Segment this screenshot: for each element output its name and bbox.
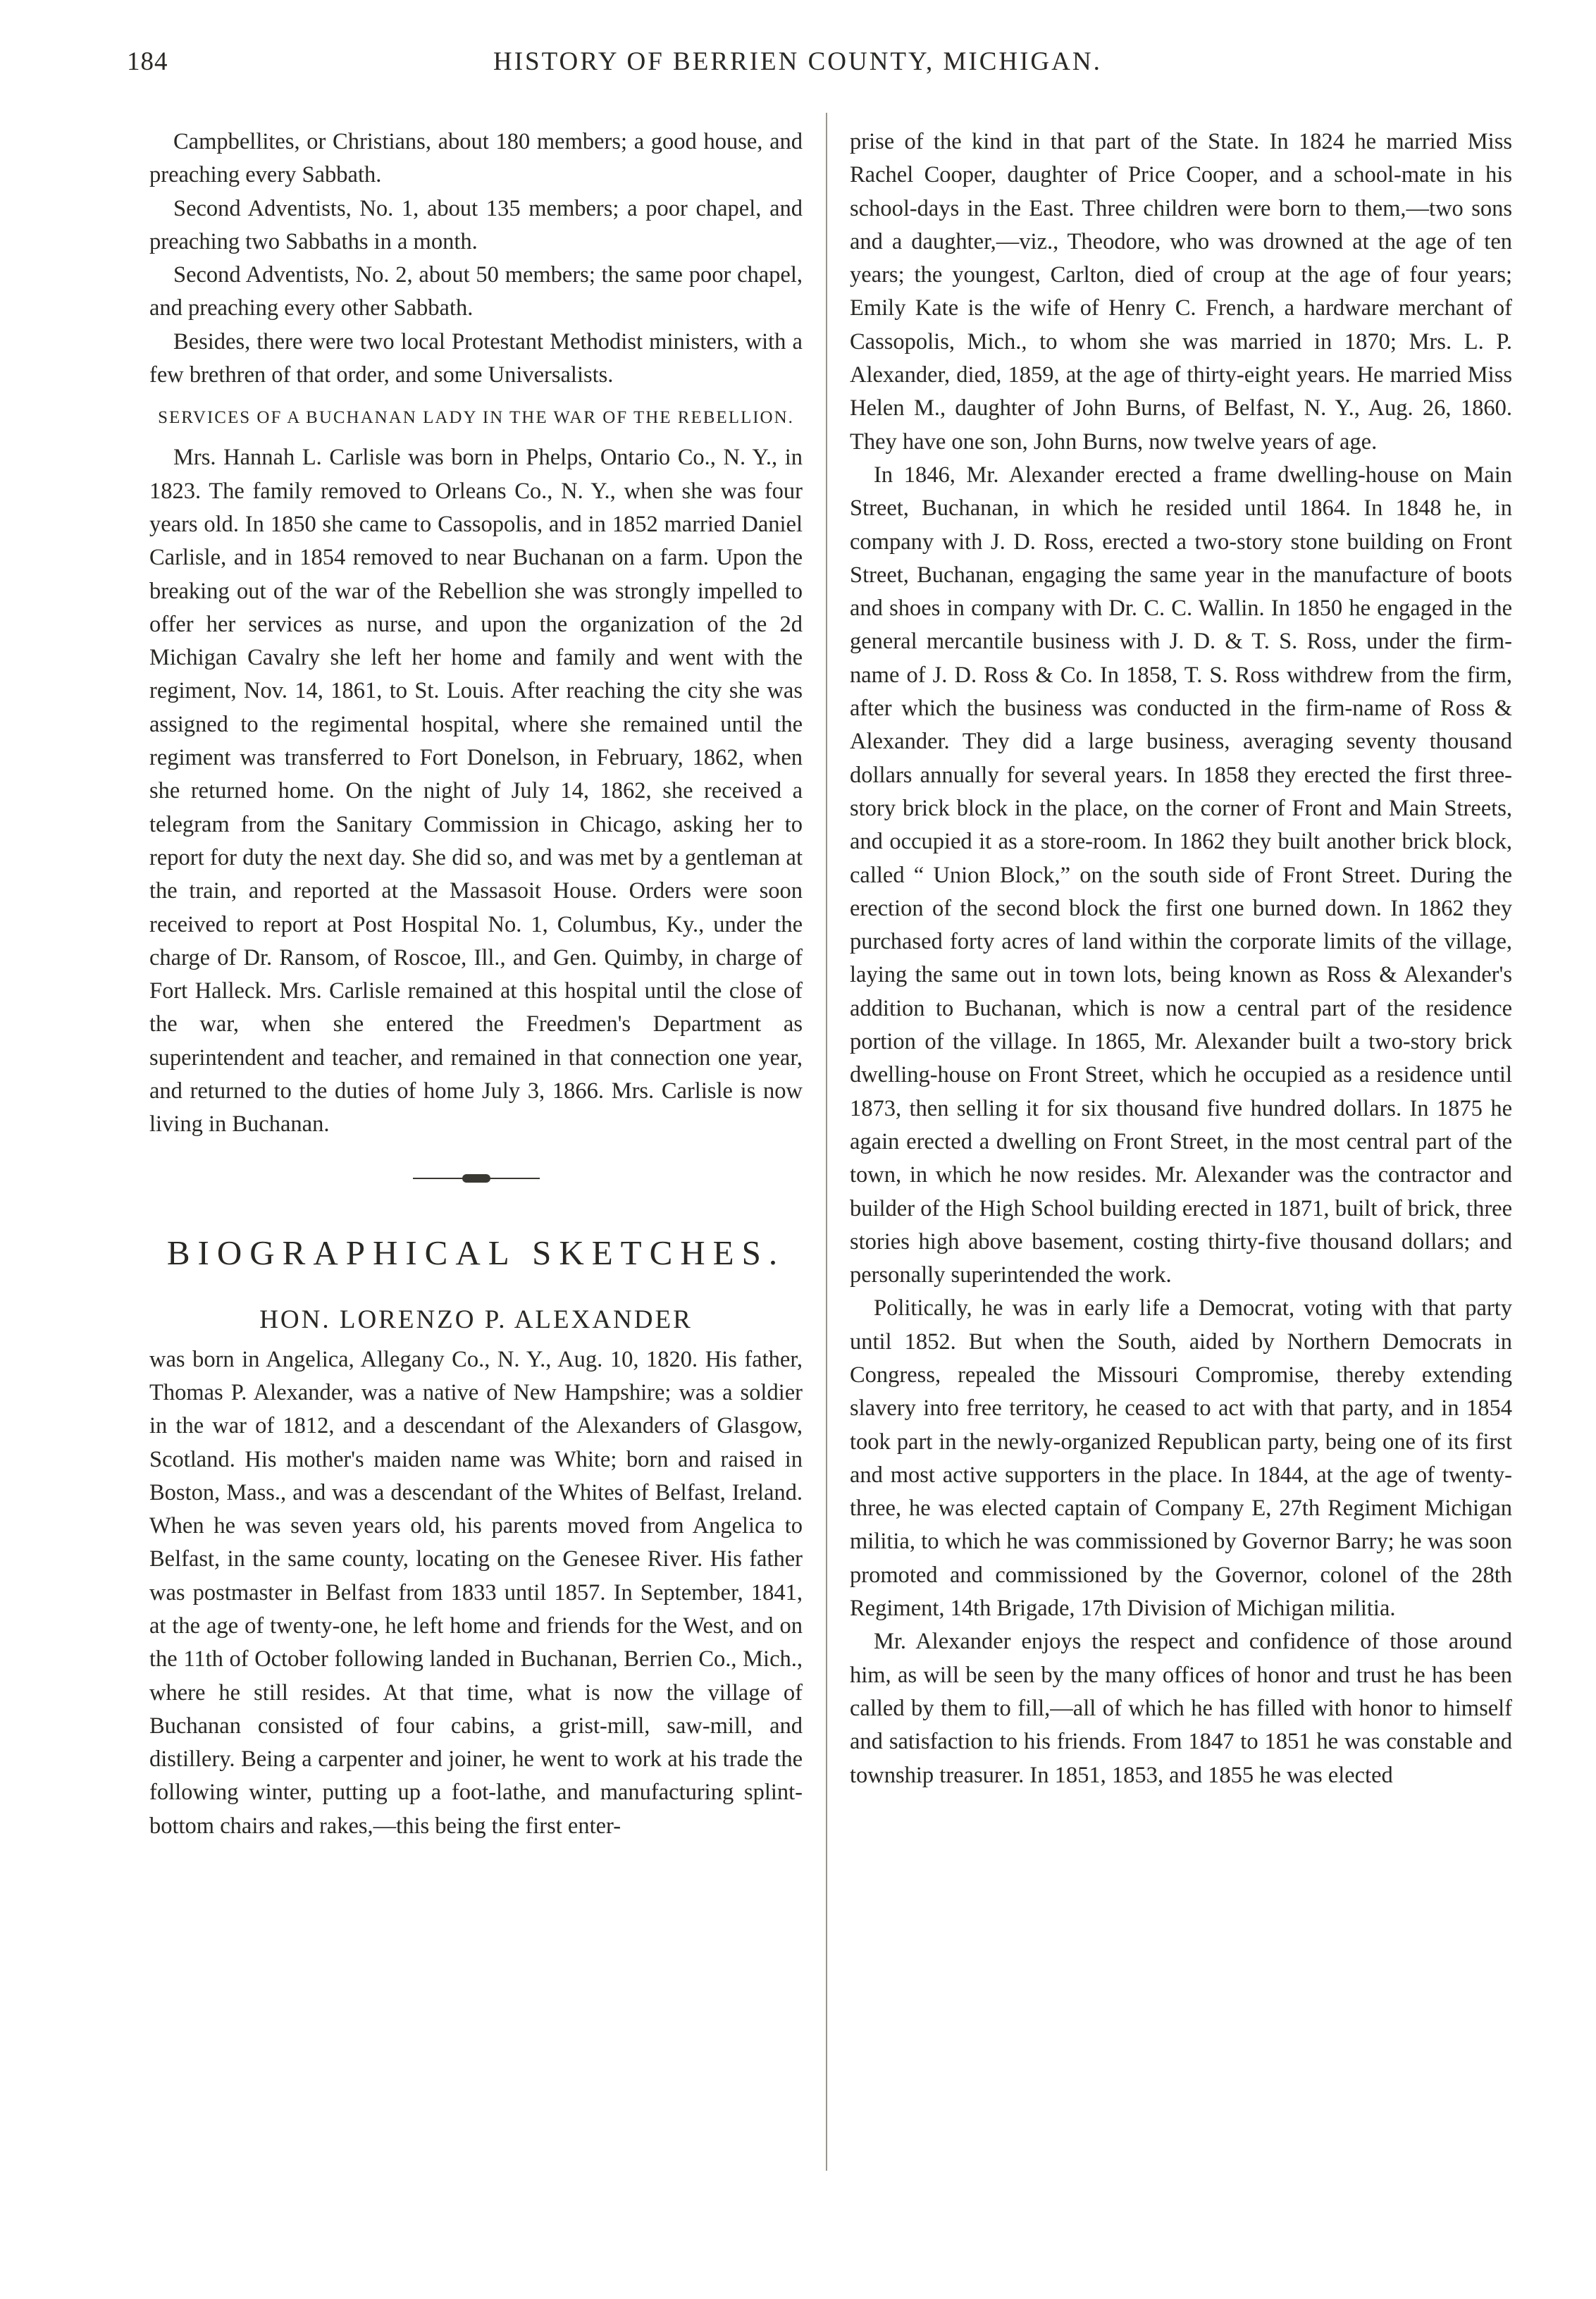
paragraph-hannah-carlisle: Mrs. Hannah L. Carlisle was born in Phelps, Ontario Co., N. Y., in 1823. The family removed to Orleans Co., N. Y., when she was four years old. In 1850 she came to Cassopolis, and in 1852 married Daniel Carlisle, and in 1854 removed to near Buchanan on a farm. Upon the breaking out of the war of the Rebellion she was strongly impelled to offer her services as nurse, and upon the organization of the 2d Michigan Cavalry she left her home and family and went with the regiment, Nov. 14, 1861, to St. Louis. After reaching the city she was assigned to the regimental hospital, where she remained until the regiment was transferred to Fort Donelson, in February, 1862, when she returned home. On the night of July 14, 1862, she received a telegram from the Sanitary Commission in Chicago, asking her to report for duty the next day. She did so, and was met by a gentleman at the train, and reported at the Massasoit House. Orders were soon received to report at Post Hospital No. 1, Columbus, Ky., under the charge of Dr. Ransom, of Roscoe, Ill., and Gen. Quimby, in charge of Fort Halleck. Mrs. Carlisle remained at this hospital until the close of the war, when she entered the Freedmen's Department as superintendent and teacher, and remained in that connection one year, and returned to the duties of home July 3, 1866. Mrs. Carlisle is now living in Buchanan. <box>149 445 803 1138</box>
bio-name-heading: HON. LORENZO P. ALEXANDER <box>259 1305 693 1334</box>
paragraph-methodist-ministers: Besides, there were two local Protestant Methodist ministers, with a few brethren of that order, and some Universalists. <box>149 328 803 388</box>
paragraph-campbellites: Campbellites, or Christians, about 180 members; a good house, and preaching every Sabbath. <box>149 129 803 188</box>
paragraph-business: In 1846, Mr. Alexander erected a frame dwelling-house on Main Street, Buchanan, in which he resided until 1864. In 1848 he, in company with J. D. Ross, erected a two-story stone building on Front Street, Buchanan, engaging the same year in the manufacture of boots and shoes in company with Dr. C. C. Wallin. In 1850 he engaged in the general mercantile business with J. D. & T. S. Ross, under the firm-name of J. D. Ross & Co. In 1858, T. S. Ross withdrew from the firm, after which the business was conducted in the firm-name of Ross & Alexander. They did a large business, averaging seventy thousand dollars annually for several years. In 1858 they erected the first three-story brick block in the place, on the corner of Front and Main Streets, and occupied it as a store-room. In 1862 they built another brick block, called “ Union Block,” on the south side of Front Street. During the erection of the second block the first one burned down. In 1862 they purchased forty acres of land within the corporate limits of the village, laying the same out in town lots, being known as Ross & Alexander's addition to Buchanan, which is now a central part of the residence portion of the village. In 1865, Mr. Alexander built a two-story brick dwelling-house on Front Street, which he occupied as a residence until 1873, then selling it for six thousand five hundred dollars. In 1875 he again erected a dwelling on Front Street, in the most central part of the town, in which he now resides. Mr. Alexander was the contractor and builder of the High School building erected in 1871, built of brick, three stories high above basement, costing thirty-five thousand dollars; and personally superintended the work. <box>850 462 1512 1288</box>
paragraph-second-adventists-1: Second Adventists, No. 1, about 135 members; a poor chapel, and preaching two Sabbaths in a month. <box>149 195 803 254</box>
column-divider <box>826 113 827 2171</box>
paragraph-politics: Politically, he was in early life a Democrat, voting with that party until 1852. But when the South, aided by Northern Democrats in Congress, repealed the Missouri Compromise, thereby extending slavery into free territory, he ceased to act with that party, and in 1854 took part in the newly-organized Republican party, being one of its first and most active supporters in the place. In 1844, at the age of twenty-three, he was elected captain of Company E, 27th Regiment Michigan militia, to which he was commissioned by Governor Barry; he was soon promoted and commissioned by the Governor, colonel of the 28th Regiment, 14th Brigade, 17th Division of Michigan militia. <box>850 1295 1512 1622</box>
page-number: 184 <box>127 47 168 76</box>
running-title: HISTORY OF BERRIEN COUNTY, MICHIGAN. <box>493 47 1102 76</box>
section-heading-buchanan-lady: SERVICES OF A BUCHANAN LADY IN THE WAR OF THE REBELLION. <box>158 408 794 428</box>
biographical-sketches-heading: BIOGRAPHICAL SKETCHES. <box>166 1233 786 1272</box>
paragraph-offices: Mr. Alexander enjoys the respect and confidence of those around him, as will be seen by the many offices of honor and trust he has been called by them to fill,—all of which he has filled with honor to himself and satisfaction to his friends. From 1847 to 1851 he was constable and township treasurer. In 1851, 1853, and 1855 he was elected <box>850 1629 1512 1788</box>
left-column <box>149 125 803 1843</box>
decorative-rule <box>413 1174 540 1183</box>
paragraph-family: prise of the kind in that part of the State. In 1824 he married Miss Rachel Cooper, daughter of Price Cooper, and a school-mate in his school-days in the East. Three children were born to them,—two sons and a daughter,—viz., Theodore, who was drowned at the age of ten years; the youngest, Carlton, died of croup at the age of four years; Emily Kate is the wife of Henry C. French, a hardware merchant of Cassopolis, Mich., to whom she was married in 1870; Mrs. L. P. Alexander, died, 1859, at the age of thirty-eight years. He married Miss Helen M., daughter of John Burns, of Belfast, N. Y., Aug. 26, 1860. They have one son, John Burns, now twelve years of age. <box>850 129 1512 455</box>
paragraph-second-adventists-2: Second Adventists, No. 2, about 50 members; the same poor chapel, and preaching every other Sabbath. <box>149 262 803 321</box>
right-column <box>850 125 1512 1792</box>
paragraph-alexander-bio: was born in Angelica, Allegany Co., N. Y., Aug. 10, 1820. His father, Thomas P. Alexander, was a native of New Hampshire; was a soldier in the war of 1812, and a descendant of the Alexanders of Glasgow, Scotland. His mother's maiden name was White; born and raised in Boston, Mass., and was a descendant of the Whites of Belfast, Ireland. When he was seven years old, his parents moved from Angelica to Belfast, in the same county, locating on the Genesee River. His father was postmaster in Belfast from 1833 until 1857. In September, 1841, at the age of twenty-one, he left home and friends for the West, and on the 11th of October following landed in Buchanan, Berrien Co., Mich., where he still resides. At that time, what is now the village of Buchanan consisted of four cabins, a grist-mill, saw-mill, and distillery. Being a carpenter and joiner, he went to work at his trade the following winter, putting up a foot-lathe, and manufacturing splint-bottom chairs and rakes,—this being the first enter- <box>149 1346 803 1839</box>
